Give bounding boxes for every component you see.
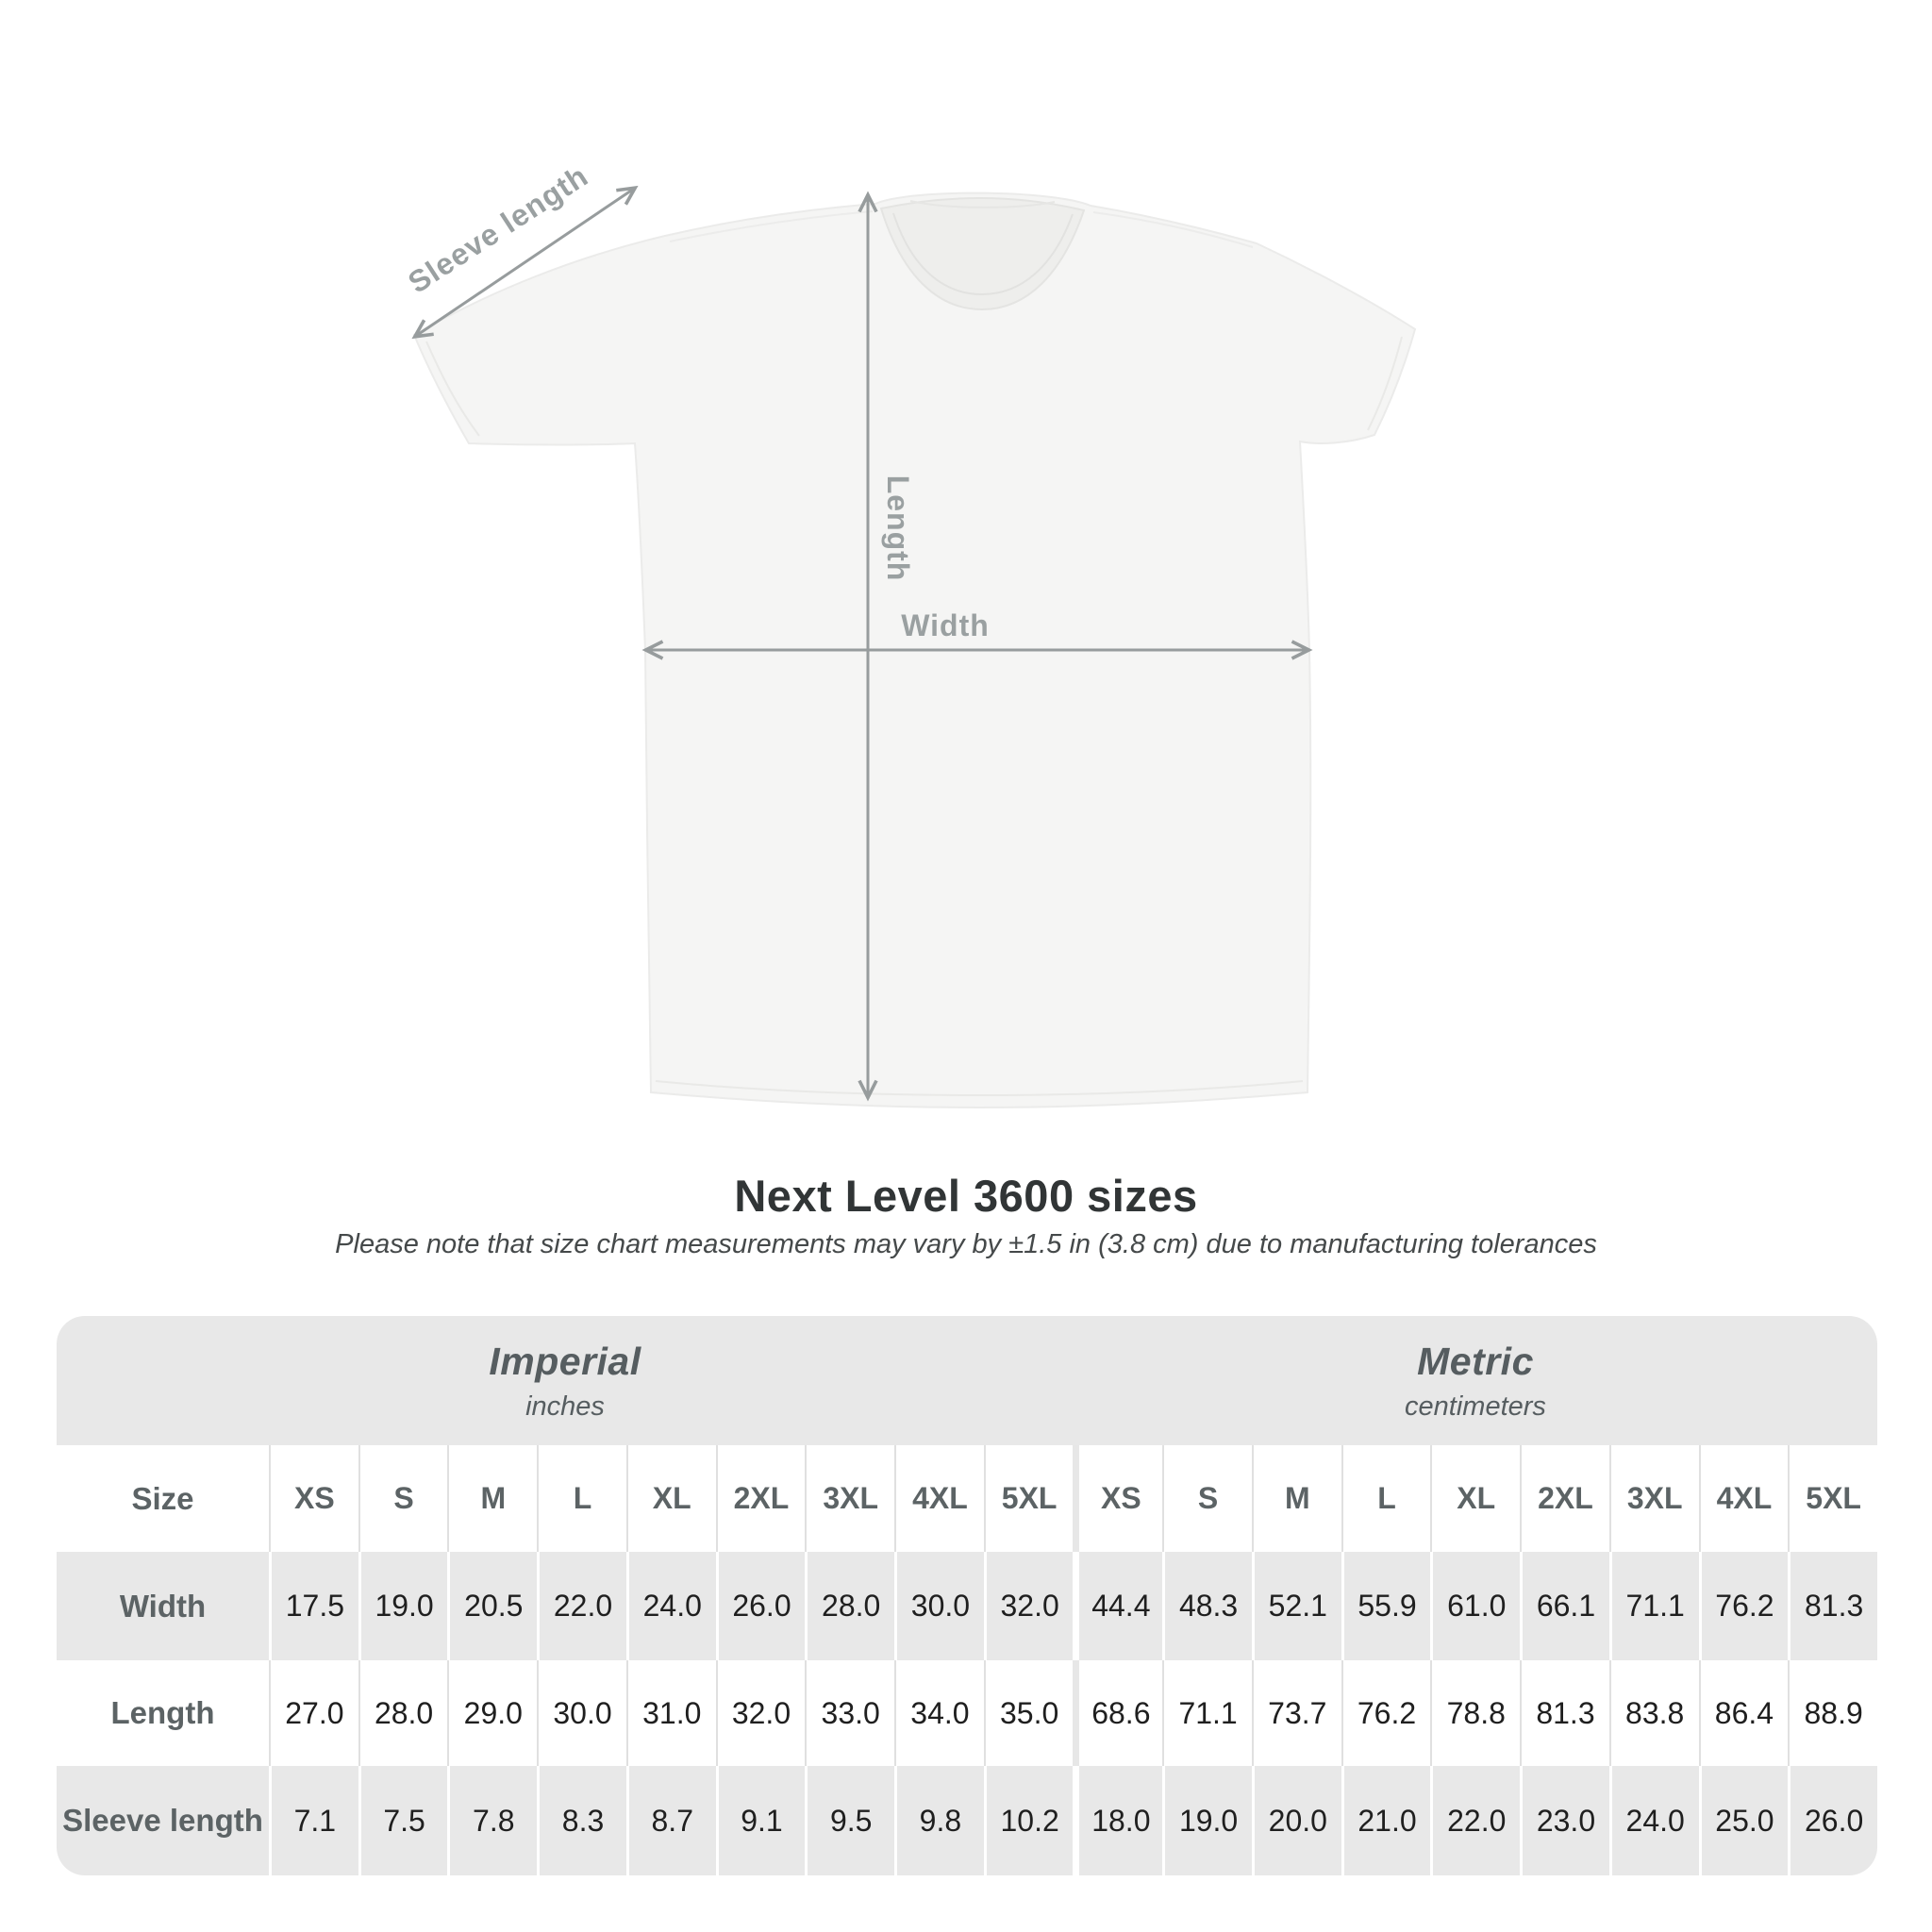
- size-col-header: L: [1341, 1445, 1431, 1552]
- measurement-value-imperial: 28.0: [358, 1660, 448, 1766]
- measurement-value-metric: 71.1: [1162, 1660, 1252, 1766]
- measurement-value-imperial: 10.2: [984, 1766, 1074, 1875]
- measurement-value-metric: 52.1: [1252, 1552, 1341, 1660]
- size-col-header: XS: [1073, 1445, 1162, 1552]
- measurement-value-imperial: 32.0: [716, 1660, 806, 1766]
- size-col-header: 3XL: [805, 1445, 894, 1552]
- size-col-header: XL: [626, 1445, 716, 1552]
- measurement-value-imperial: 20.5: [447, 1552, 537, 1660]
- measure-row-label: Sleeve length: [57, 1766, 269, 1875]
- imperial-group: [57, 1316, 1074, 1445]
- size-col-header: 2XL: [716, 1445, 806, 1552]
- metric-group: [1074, 1316, 1877, 1445]
- measurement-value-metric: 66.1: [1520, 1552, 1609, 1660]
- measurement-value-imperial: 28.0: [805, 1552, 894, 1660]
- measurement-value-metric: 68.6: [1073, 1660, 1162, 1766]
- measurement-value-metric: 23.0: [1520, 1766, 1609, 1875]
- unit-group-header: [57, 1316, 1877, 1445]
- measurement-value-imperial: 27.0: [269, 1660, 358, 1766]
- metric-group-name: Metric: [1417, 1339, 1534, 1383]
- measurement-value-imperial: 30.0: [894, 1552, 984, 1660]
- measurement-value-imperial: 7.1: [269, 1766, 358, 1875]
- sleeve-length-label: Sleeve length: [402, 158, 594, 300]
- measurement-value-imperial: 9.1: [716, 1766, 806, 1875]
- size-col-header: 5XL: [1788, 1445, 1877, 1552]
- measurement-value-imperial: 8.7: [626, 1766, 716, 1875]
- measurement-value-metric: 76.2: [1341, 1660, 1431, 1766]
- length-label: Length: [881, 475, 915, 582]
- measurement-value-metric: 21.0: [1341, 1766, 1431, 1875]
- metric-group-unit: centimeters: [1405, 1391, 1546, 1422]
- measurement-value-metric: 22.0: [1430, 1766, 1520, 1875]
- measurement-value-imperial: 22.0: [537, 1552, 626, 1660]
- measurement-value-imperial: 24.0: [626, 1552, 716, 1660]
- size-col-header: 4XL: [894, 1445, 984, 1552]
- measurement-value-metric: 20.0: [1252, 1766, 1341, 1875]
- measurement-value-metric: 81.3: [1788, 1552, 1877, 1660]
- measure-row-label: Width: [57, 1552, 269, 1660]
- measurement-value-metric: 83.8: [1609, 1660, 1699, 1766]
- measurement-value-metric: 76.2: [1699, 1552, 1789, 1660]
- size-col-header: M: [1252, 1445, 1341, 1552]
- size-label-cell: Size: [57, 1445, 269, 1552]
- measurement-value-imperial: 29.0: [447, 1660, 537, 1766]
- measurement-value-metric: 25.0: [1699, 1766, 1789, 1875]
- imperial-group-unit: inches: [525, 1391, 605, 1422]
- page-title: Next Level 3600 sizes: [734, 1171, 1198, 1221]
- size-col-header: M: [447, 1445, 537, 1552]
- measurement-value-metric: 88.9: [1788, 1660, 1877, 1766]
- size-col-header: XS: [269, 1445, 358, 1552]
- width-label: Width: [901, 608, 990, 642]
- size-col-header: S: [1162, 1445, 1252, 1552]
- size-grid: [57, 1445, 1877, 1875]
- size-col-header: 5XL: [984, 1445, 1074, 1552]
- measurement-value-metric: 24.0: [1609, 1766, 1699, 1875]
- size-table: [57, 1316, 1877, 1875]
- measurement-value-imperial: 7.5: [358, 1766, 448, 1875]
- measurement-value-metric: 48.3: [1162, 1552, 1252, 1660]
- imperial-group-name: Imperial: [489, 1339, 641, 1383]
- measurement-value-imperial: 30.0: [537, 1660, 626, 1766]
- measurement-value-imperial: 19.0: [358, 1552, 448, 1660]
- size-col-header: 4XL: [1699, 1445, 1789, 1552]
- measurement-value-metric: 61.0: [1430, 1552, 1520, 1660]
- measurement-value-metric: 86.4: [1699, 1660, 1789, 1766]
- measurement-value-imperial: 8.3: [537, 1766, 626, 1875]
- measurement-value-imperial: 9.8: [894, 1766, 984, 1875]
- measurement-value-metric: 55.9: [1341, 1552, 1431, 1660]
- measurement-value-imperial: 33.0: [805, 1660, 894, 1766]
- measurement-value-metric: 19.0: [1162, 1766, 1252, 1875]
- size-col-header: L: [537, 1445, 626, 1552]
- size-col-header: 2XL: [1520, 1445, 1609, 1552]
- measurement-value-imperial: 17.5: [269, 1552, 358, 1660]
- size-col-header: 3XL: [1609, 1445, 1699, 1552]
- measurement-value-metric: 71.1: [1609, 1552, 1699, 1660]
- page-subtitle: Please note that size chart measurements may vary by ±1.5 in (3.8 cm) due to manufacturing tolerances: [335, 1229, 1597, 1259]
- measurement-value-metric: 26.0: [1788, 1766, 1877, 1875]
- size-col-header: XL: [1430, 1445, 1520, 1552]
- measurement-value-metric: 81.3: [1520, 1660, 1609, 1766]
- measurement-value-imperial: 32.0: [984, 1552, 1074, 1660]
- measurement-value-metric: 73.7: [1252, 1660, 1341, 1766]
- measurement-value-metric: 78.8: [1430, 1660, 1520, 1766]
- measurement-value-imperial: 26.0: [716, 1552, 806, 1660]
- measurement-value-metric: 18.0: [1073, 1766, 1162, 1875]
- measurement-value-metric: 44.4: [1073, 1552, 1162, 1660]
- size-col-header: S: [358, 1445, 448, 1552]
- measurement-value-imperial: 34.0: [894, 1660, 984, 1766]
- measurement-value-imperial: 9.5: [805, 1766, 894, 1875]
- measurement-value-imperial: 35.0: [984, 1660, 1074, 1766]
- measurement-value-imperial: 7.8: [447, 1766, 537, 1875]
- measurement-value-imperial: 31.0: [626, 1660, 716, 1766]
- measure-row-label: Length: [57, 1660, 269, 1766]
